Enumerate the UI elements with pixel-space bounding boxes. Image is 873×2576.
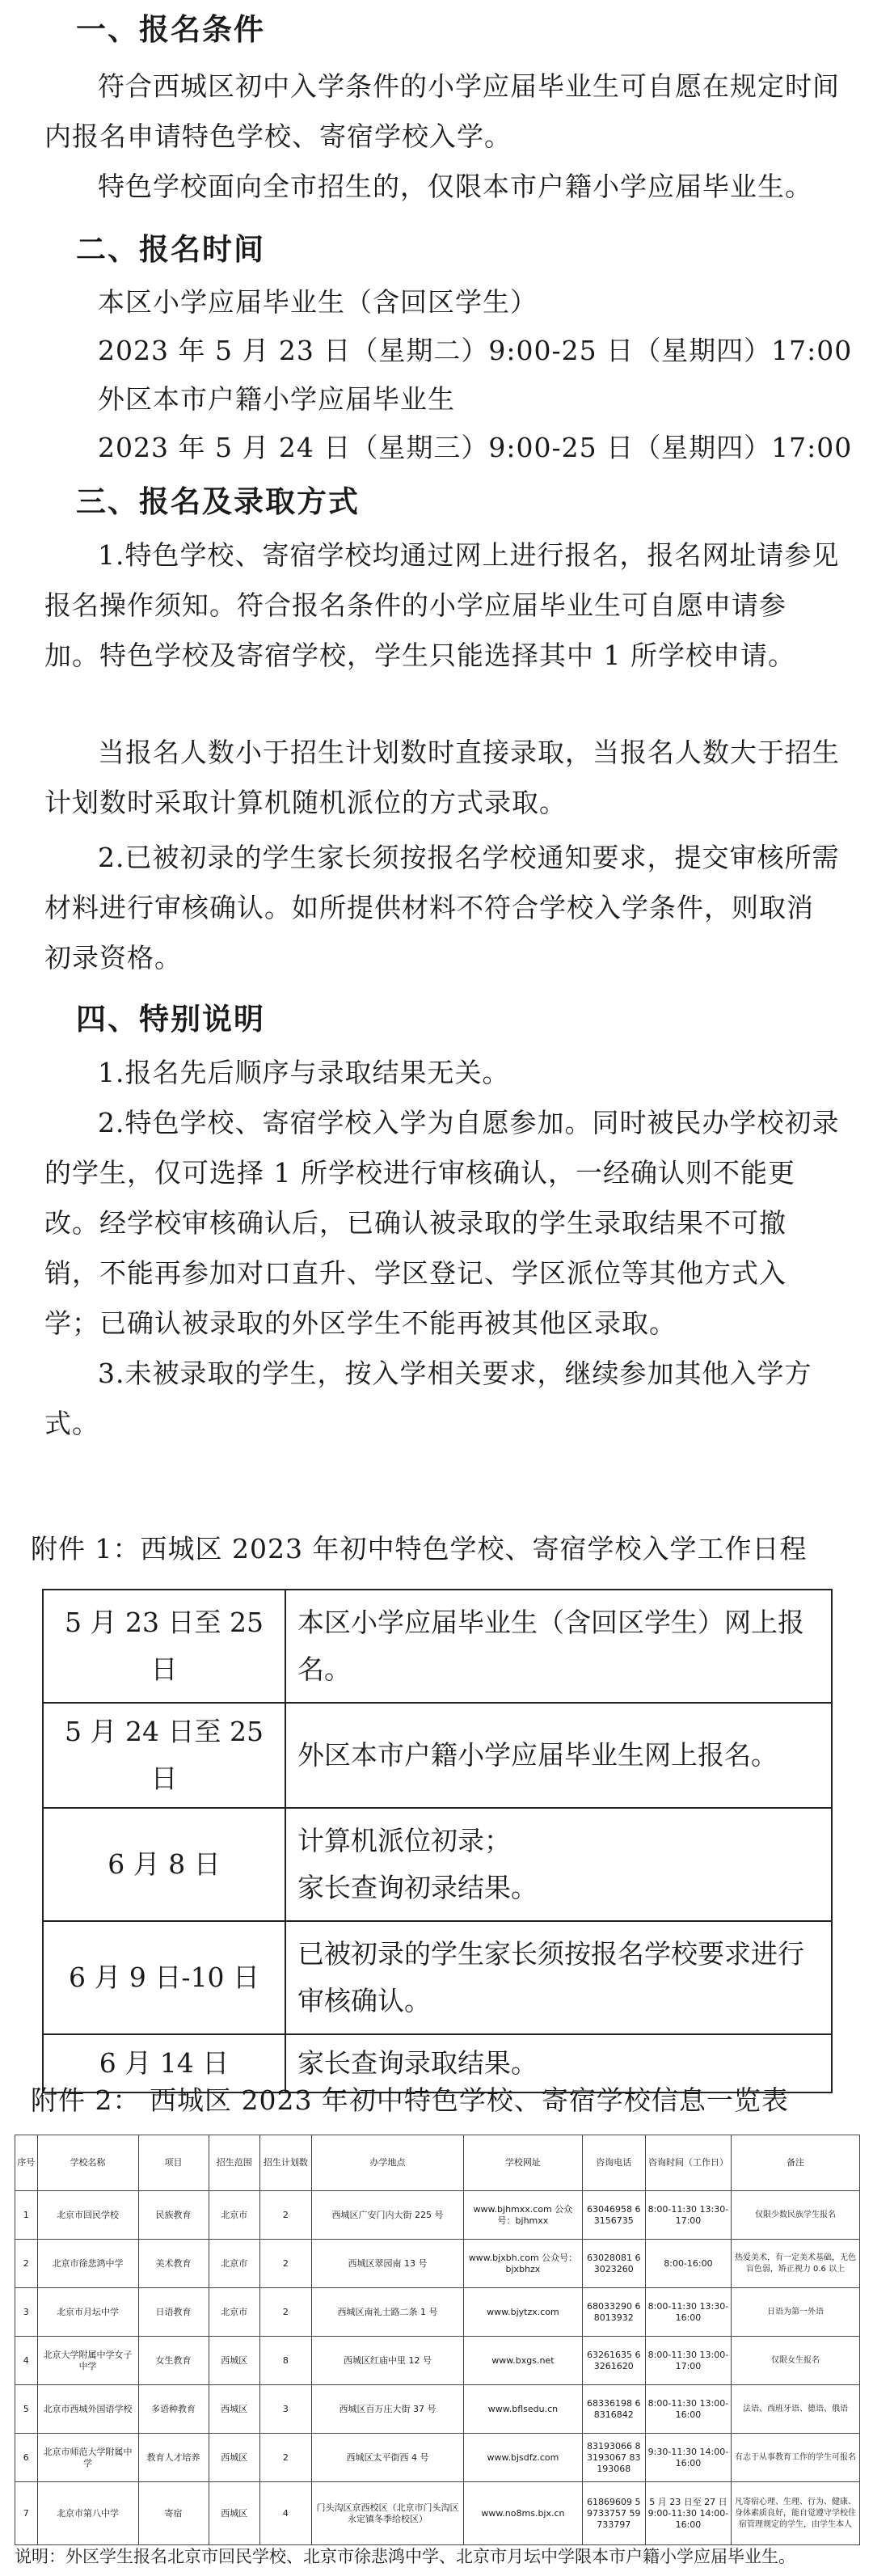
cell: 北京市回民学校: [37, 2191, 138, 2240]
cell: 3: [260, 2385, 312, 2434]
cell: 西城区南礼士路二条 1 号: [311, 2288, 464, 2337]
section4-para3: 3.未被录取的学生，按入学相关要求，继续参加其他入学方式。: [44, 1358, 812, 1439]
cell: 北京市: [209, 2191, 260, 2240]
section3-para1: 1.特色学校、寄宿学校均通过网上进行报名，报名网址请参见报名操作须知。符合报名条件的小学应届毕业生可自愿申请参加。特色学校及寄宿学校，学生只能选择其中 1 所学校申请。: [44, 539, 840, 671]
cell: www.bjytzx.com: [464, 2288, 582, 2337]
cell: 仅限少数民族学生报名: [731, 2191, 859, 2240]
cell: 北京市: [209, 2288, 260, 2337]
schedule-text: 外区本市户籍小学应届毕业生网上报名。: [285, 1703, 832, 1808]
cell: 有志于从事教育工作的学生可报名: [731, 2434, 859, 2482]
cell: 多语种教育: [138, 2385, 209, 2434]
cell: 9:30-11:30 14:00-16:00: [645, 2434, 731, 2482]
section4-para2: 2.特色学校、寄宿学校入学为自愿参加。同时被民办学校初录的学生，仅可选择 1 所学校进行审核确认，一经确认则不能更改。经学校审核确认后，已确认被录取的学生录取结果不可撤销，不能再参加对口直升、学区登记、学区派位等其他方式入学；已确认被录取的外区学生不能再被其他区录取。: [44, 1107, 840, 1339]
schedule-date: 6 月 14 日: [43, 2034, 285, 2092]
schedule-date: 5 月 24 日至 25 日: [43, 1703, 285, 1808]
cell: 8:00-16:00: [645, 2240, 731, 2288]
cell: 4: [15, 2337, 38, 2385]
cell: 西城区: [209, 2482, 260, 2545]
cell: 民族教育: [138, 2191, 209, 2240]
col-header: 学校网址: [464, 2135, 582, 2191]
info-note: 说明：外区学生报名北京市回民学校、北京市徐悲鸿中学、北京市月坛中学限本市户籍小学应届毕业生。: [15, 2547, 795, 2566]
cell: 5: [15, 2385, 38, 2434]
cell: 1: [15, 2191, 38, 2240]
cell: 7: [15, 2482, 38, 2545]
section2-heading: 二、报名时间: [76, 232, 265, 267]
cell: 西城区: [209, 2385, 260, 2434]
cell: 教育人才培养: [138, 2434, 209, 2482]
cell: 西城区: [209, 2434, 260, 2482]
cell: 8:00-11:30 13:30-17:00: [645, 2191, 731, 2240]
cell: 北京市徐悲鸿中学: [37, 2240, 138, 2288]
cell: 2: [260, 2240, 312, 2288]
section3-para2: 当报名人数小于招生计划数时直接录取，当报名人数大于招生计划数时采取计算机随机派位的方式录取。: [44, 737, 840, 818]
schedule-text: 计算机派位初录；: [297, 1825, 511, 1856]
cell: 北京大学附属中学女子中学: [37, 2337, 138, 2385]
cell: 日语为第一外语: [731, 2288, 859, 2337]
table-row: [43, 1590, 832, 1703]
section3-para3: 2.已被初录的学生家长须按报名学校通知要求，提交审核所需材料进行审核确认。如所提供材料不符合学校入学条件，则取消初录资格。: [44, 842, 840, 973]
section2-line3: 外区本市户籍小学应届毕业生: [98, 383, 455, 415]
schedule-table: [42, 1589, 833, 2093]
cell: 2: [260, 2434, 312, 2482]
cell: 凡寄宿心理、生理、行为、健康、身体素质良好，能自觉遵守学校住宿管理规定的学生，由学生本人: [731, 2482, 859, 2545]
info-header-row: [15, 2135, 860, 2191]
table-row: [15, 2337, 860, 2385]
col-header: 序号: [15, 2135, 38, 2191]
cell: 63028081 63023260: [582, 2240, 645, 2288]
cell: 4: [260, 2482, 312, 2545]
section2-line1: 本区小学应届毕业生（含回区学生）: [98, 286, 538, 318]
col-header: 招生范围: [209, 2135, 260, 2191]
schedule-text: 本区小学应届毕业生（含回区学生）网上报名。: [285, 1590, 832, 1703]
cell: 西城区翠园南 13 号: [311, 2240, 464, 2288]
cell: www.bjxbh.com 公众号：bjxbhzx: [464, 2240, 582, 2288]
table-row: [15, 2288, 860, 2337]
schedule-text: 家长查询录取结果。: [285, 2034, 832, 2092]
cell: 寄宿: [138, 2482, 209, 2545]
cell: www.bflsedu.cn: [464, 2385, 582, 2434]
cell: 8:00-11:30 13:30-16:00: [645, 2288, 731, 2337]
cell: 日语教育: [138, 2288, 209, 2337]
cell: www.no8ms.bjx.cn: [464, 2482, 582, 2545]
col-header: 咨询时间（工作日）: [645, 2135, 731, 2191]
cell: 8: [260, 2337, 312, 2385]
schedule-date: 6 月 8 日: [43, 1808, 285, 1921]
section3-heading: 三、报名及录取方式: [76, 484, 360, 519]
cell: 女生教育: [138, 2337, 209, 2385]
col-header: 项目: [138, 2135, 209, 2191]
cell: 西城区太平街西 4 号: [311, 2434, 464, 2482]
info-caption: 附件 2： 西城区 2023 年初中特色学校、寄宿学校信息一览表: [31, 2084, 789, 2116]
col-header: 招生计划数: [260, 2135, 312, 2191]
col-header: 学校名称: [37, 2135, 138, 2191]
section1-heading: 一、报名条件: [76, 12, 265, 47]
cell: 西城区广安门内大街 225 号: [311, 2191, 464, 2240]
cell: 法语、西班牙语、德语、俄语: [731, 2385, 859, 2434]
info-table: [15, 2135, 860, 2545]
col-header: 咨询电话: [582, 2135, 645, 2191]
cell: 61869609 59733757 59733797: [582, 2482, 645, 2545]
schedule-cell: [285, 1808, 832, 1921]
table-row: [43, 1921, 832, 2034]
cell: 68033290 68013932: [582, 2288, 645, 2337]
cell: 2: [260, 2191, 312, 2240]
cell: 2: [15, 2240, 38, 2288]
cell: 西城区百万庄大街 37 号: [311, 2385, 464, 2434]
cell: 北京市第八中学: [37, 2482, 138, 2545]
cell: 2: [260, 2288, 312, 2337]
schedule-date: 6 月 9 日-10 日: [43, 1921, 285, 2034]
cell: 西城区: [209, 2337, 260, 2385]
cell: 63046958 63156735: [582, 2191, 645, 2240]
section1-para2: 特色学校面向全市招生的，仅限本市户籍小学应届毕业生。: [98, 171, 812, 202]
section2-line4: 2023 年 5 月 24 日（星期三）9:00-25 日（星期四）17:00: [98, 432, 853, 463]
section4-para1: 1.报名先后顺序与录取结果无关。: [98, 1057, 510, 1088]
section1-para1: 符合西城区初中入学条件的小学应届毕业生可自愿在规定时间内报名申请特色学校、寄宿学校入学。: [44, 70, 840, 152]
cell: 北京市月坛中学: [37, 2288, 138, 2337]
table-row: [15, 2191, 860, 2240]
cell: 63261635 63261620: [582, 2337, 645, 2385]
cell: 北京市师范大学附属中学: [37, 2434, 138, 2482]
table-row: [43, 1808, 832, 1921]
col-header: 备注: [731, 2135, 859, 2191]
cell: www.bxgs.net: [464, 2337, 582, 2385]
cell: 8:00-11:30 13:00-17:00: [645, 2337, 731, 2385]
table-row: [15, 2240, 860, 2288]
table-row: [43, 1703, 832, 1808]
schedule-date: 5 月 23 日至 25 日: [43, 1590, 285, 1703]
section2-line2: 2023 年 5 月 23 日（星期二）9:00-25 日（星期四）17:00: [98, 335, 853, 366]
schedule-text: 已被初录的学生家长须按报名学校要求进行审核确认。: [285, 1921, 832, 2034]
cell: www.bjhmxx.com 公众号：bjhmxx: [464, 2191, 582, 2240]
table-row: [15, 2385, 860, 2434]
cell: 83193066 83193067 83193068: [582, 2434, 645, 2482]
cell: 8:00-11:30 13:00-16:00: [645, 2385, 731, 2434]
cell: 热爱美术，有一定美术基础，无色盲色弱，矫正视力 0.6 以上: [731, 2240, 859, 2288]
section4-heading: 四、特别说明: [76, 1002, 265, 1037]
table-row: [15, 2482, 860, 2545]
cell: 68336198 68316842: [582, 2385, 645, 2434]
cell: 仅限女生报名: [731, 2337, 859, 2385]
schedule-text-2: 家长查询初录结果。: [297, 1872, 538, 1903]
cell: 5 月 23 日至 27 日 9:00-11:30 14:00-16:00: [645, 2482, 731, 2545]
table-row: [15, 2434, 860, 2482]
cell: 北京市西城外国语学校: [37, 2385, 138, 2434]
col-header: 办学地点: [311, 2135, 464, 2191]
cell: 6: [15, 2434, 38, 2482]
cell: 门头沟区京西校区（北京市门头沟区永定镇冬季给校区）: [311, 2482, 464, 2545]
cell: 3: [15, 2288, 38, 2337]
cell: 美术教育: [138, 2240, 209, 2288]
cell: 北京市: [209, 2240, 260, 2288]
cell: 西城区红庙中里 12 号: [311, 2337, 464, 2385]
cell: www.bjsdfz.com: [464, 2434, 582, 2482]
schedule-caption: 附件 1：西城区 2023 年初中特色学校、寄宿学校入学工作日程: [31, 1533, 808, 1565]
